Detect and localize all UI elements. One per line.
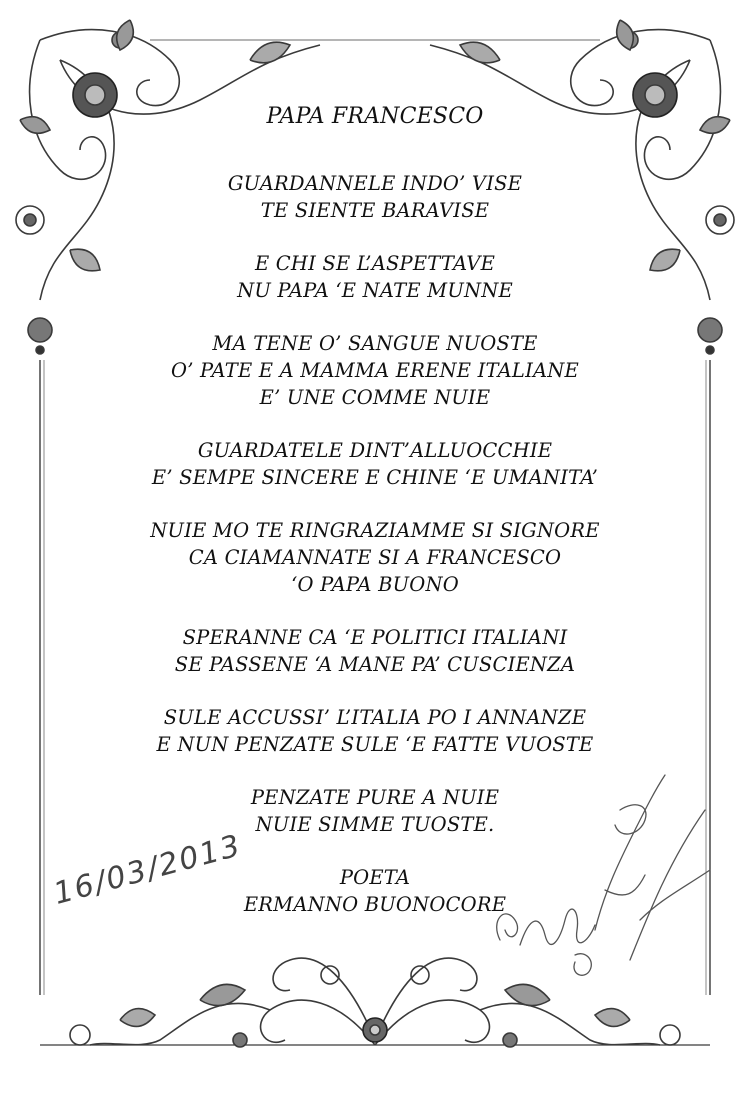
poem-line: NUIE SIMME TUOSTE.: [255, 813, 495, 836]
poem-line: O’ PATE E A MAMMA ERENE ITALIANE: [171, 359, 579, 382]
poem-line: SULE ACCUSSI’ L’ITALIA PO I ANNANZE: [163, 706, 587, 729]
poem-line: TE SIENTE BARAVISE: [260, 199, 490, 222]
handwritten-signature: [480, 770, 720, 990]
stanza-1: [110, 170, 640, 224]
author-label: POETA: [339, 866, 411, 889]
stanza-4: [110, 437, 640, 491]
poem-line: MA TENE O’ SANGUE NUOSTE: [212, 332, 538, 355]
stanza-7: [110, 704, 640, 758]
stanza-6: [110, 624, 640, 678]
poem-line: E’ SEMPE SINCERE E CHINE ‘E UMANITA’: [151, 466, 599, 489]
poem-line: E NUN PENZATE SULE ‘E FATTE VUOSTE: [156, 733, 594, 756]
handwritten-date: 16/03/2013: [50, 828, 246, 912]
poem-line: E’ UNE COMME NUIE: [259, 386, 491, 409]
poem-line: SPERANNE CA ‘E POLITICI ITALIANI: [182, 626, 568, 649]
author-name: ERMANNO BUONOCORE: [243, 893, 507, 916]
poem-line: E CHI SE L’ASPETTAVE: [254, 252, 496, 275]
poem-line: PENZATE PURE A NUIE: [250, 786, 500, 809]
poem-line: NUIE MO TE RINGRAZIAMME SI SIGNORE: [150, 519, 600, 542]
stanza-3: [110, 330, 640, 411]
poem-line: GUARDATELE DINT’ALLUOCCHIE: [197, 439, 553, 462]
poem-line: GUARDANNELE INDO’ VISE: [227, 172, 523, 195]
poem-line: NU PAPA ‘E NATE MUNNE: [237, 279, 513, 302]
stanza-5: [110, 517, 640, 598]
poem-line: CA CIAMANNATE SI A FRANCESCO: [188, 546, 562, 569]
poem-line: ‘O PAPA BUONO: [291, 573, 459, 596]
stanza-2: [110, 250, 640, 304]
poem-line: SE PASSENE ‘A MANE PA’ CUSCIENZA: [174, 653, 576, 676]
poem-title: PAPA FRANCESCO: [266, 104, 484, 129]
